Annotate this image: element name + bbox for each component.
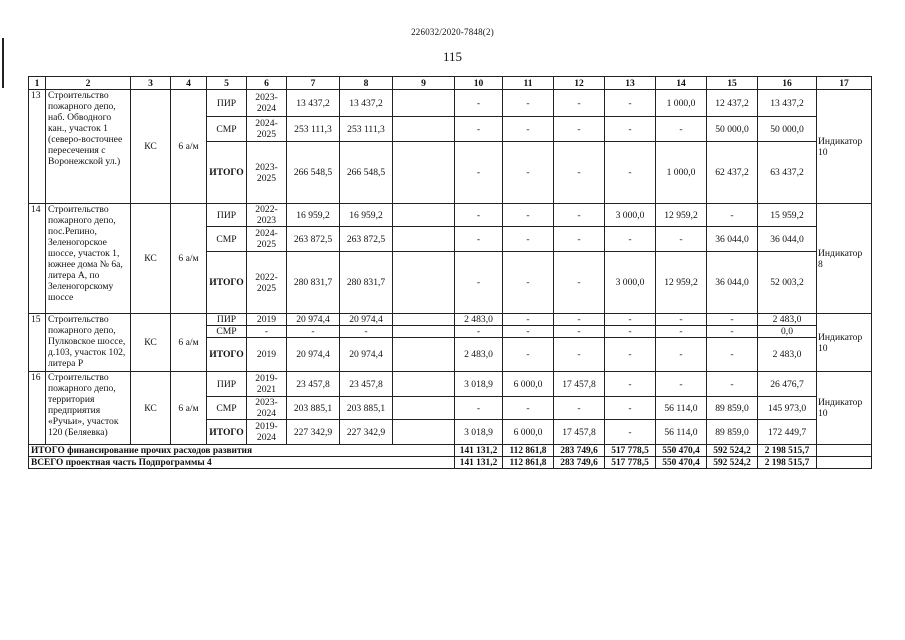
work-type-cell: ПИР: [207, 204, 247, 227]
value-cell: 3 018,9: [455, 420, 503, 445]
value-cell: 62 437,2: [707, 142, 758, 204]
column-header: 1: [29, 77, 46, 90]
value-cell: 20 974,4: [340, 338, 393, 372]
value-cell: -: [707, 204, 758, 227]
value-cell: 227 342,9: [287, 420, 340, 445]
column-header: 9: [393, 77, 455, 90]
value-cell: -: [605, 372, 656, 397]
value-cell: [393, 338, 455, 372]
value-cell: 17 457,8: [554, 420, 605, 445]
value-cell: -: [503, 252, 554, 314]
indicator-cell: Индикатор 8: [817, 204, 872, 314]
value-cell: -: [503, 227, 554, 252]
period-cell: 2022-2025: [247, 252, 287, 314]
value-cell: 36 044,0: [758, 227, 817, 252]
value-cell: 12 959,2: [656, 204, 707, 227]
value-cell: -: [503, 314, 554, 326]
period-cell: 2023-2024: [247, 397, 287, 420]
value-cell: 15 959,2: [758, 204, 817, 227]
empty-cell: [817, 445, 872, 457]
value-cell: 12 959,2: [656, 252, 707, 314]
column-header: 8: [340, 77, 393, 90]
indicator-cell: Индикатор 10: [817, 90, 872, 204]
value-cell: -: [455, 227, 503, 252]
value-cell: 13 437,2: [758, 90, 817, 117]
value-cell: -: [707, 372, 758, 397]
column-header: 16: [758, 77, 817, 90]
value-cell: [393, 117, 455, 142]
value-cell: -: [554, 252, 605, 314]
value-cell: 203 885,1: [340, 397, 393, 420]
value-cell: 3 000,0: [605, 252, 656, 314]
indicator-cell: Индикатор 10: [817, 314, 872, 372]
object-name-cell: Строительство пожарного депо, территория предприятия «Ручьи», участок 120 (Беляевка): [46, 372, 131, 445]
value-cell: 3 018,9: [455, 372, 503, 397]
value-cell: 16 959,2: [287, 204, 340, 227]
value-cell: -: [340, 326, 393, 338]
value-cell: -: [455, 117, 503, 142]
work-type-cell: ИТОГО: [207, 420, 247, 445]
value-cell: 3 000,0: [605, 204, 656, 227]
value-cell: -: [503, 326, 554, 338]
value-cell: -: [656, 372, 707, 397]
value-cell: 0,0: [758, 326, 817, 338]
object-name-cell: Строительство пожарного депо, пос.Репино, Зеленогорское шоссе, участок 1, южнее дома № 6а, литера А, по Зеленогорскому шоссе: [46, 204, 131, 314]
value-cell: 17 457,8: [554, 372, 605, 397]
period-cell: 2022-2023: [247, 204, 287, 227]
value-cell: 2 483,0: [758, 338, 817, 372]
value-cell: -: [605, 314, 656, 326]
period-cell: 2019: [247, 314, 287, 326]
value-cell: -: [656, 326, 707, 338]
object-name-cell: Строительство пожарного депо, Пулковское шоссе, д.103, участок 102, литера Р: [46, 314, 131, 372]
value-cell: 52 003,2: [758, 252, 817, 314]
value-cell: 172 449,7: [758, 420, 817, 445]
period-cell: 2019-2021: [247, 372, 287, 397]
total-value-cell: 517 778,5: [605, 445, 656, 457]
value-cell: [393, 90, 455, 117]
table-row: [29, 314, 872, 326]
value-cell: 56 114,0: [656, 420, 707, 445]
column-header: 15: [707, 77, 758, 90]
value-cell: 203 885,1: [287, 397, 340, 420]
value-cell: 23 457,8: [340, 372, 393, 397]
value-cell: -: [605, 397, 656, 420]
object-name-cell: Строительство пожарного депо, наб. Обводного кан., участок 1 (северо-восточнее пересечения с Воронежской ул.): [46, 90, 131, 204]
indicator-cell: Индикатор 10: [817, 372, 872, 445]
empty-cell: [817, 457, 872, 469]
total-row: [29, 457, 872, 469]
work-type-cell: ИТОГО: [207, 338, 247, 372]
value-cell: -: [503, 117, 554, 142]
value-cell: -: [605, 117, 656, 142]
column-header: 7: [287, 77, 340, 90]
row-number-cell: 16: [29, 372, 46, 445]
value-cell: -: [503, 397, 554, 420]
value-cell: -: [554, 90, 605, 117]
total-value-cell: 550 470,4: [656, 457, 707, 469]
value-cell: -: [554, 326, 605, 338]
value-cell: [393, 252, 455, 314]
value-cell: -: [605, 227, 656, 252]
value-cell: -: [554, 142, 605, 204]
value-cell: -: [554, 338, 605, 372]
total-value-cell: 592 524,2: [707, 457, 758, 469]
column-header: 11: [503, 77, 554, 90]
value-cell: 12 437,2: [707, 90, 758, 117]
value-cell: [393, 314, 455, 326]
value-cell: -: [656, 338, 707, 372]
period-cell: 2023-2024: [247, 90, 287, 117]
value-cell: 227 342,9: [340, 420, 393, 445]
total-value-cell: 141 131,2: [455, 457, 503, 469]
total-value-cell: 517 778,5: [605, 457, 656, 469]
value-cell: [393, 326, 455, 338]
value-cell: -: [554, 204, 605, 227]
value-cell: 26 476,7: [758, 372, 817, 397]
value-cell: -: [656, 117, 707, 142]
value-cell: 50 000,0: [758, 117, 817, 142]
row-number-cell: 13: [29, 90, 46, 204]
column-number-row: [29, 77, 872, 90]
value-cell: 266 548,5: [340, 142, 393, 204]
value-cell: 2 483,0: [758, 314, 817, 326]
value-cell: 20 974,4: [340, 314, 393, 326]
value-cell: 280 831,7: [287, 252, 340, 314]
period-cell: 2024-2025: [247, 117, 287, 142]
value-cell: [393, 142, 455, 204]
value-cell: 263 872,5: [287, 227, 340, 252]
page-number: 115: [442, 49, 463, 64]
value-cell: -: [554, 117, 605, 142]
value-cell: -: [287, 326, 340, 338]
total-value-cell: 141 131,2: [455, 445, 503, 457]
type-code-cell: КС: [131, 372, 171, 445]
work-type-cell: СМР: [207, 117, 247, 142]
work-type-cell: СМР: [207, 397, 247, 420]
column-header: 3: [131, 77, 171, 90]
row-number-cell: 15: [29, 314, 46, 372]
value-cell: 23 457,8: [287, 372, 340, 397]
value-cell: -: [554, 314, 605, 326]
value-cell: -: [656, 314, 707, 326]
work-type-cell: ПИР: [207, 314, 247, 326]
total-value-cell: 592 524,2: [707, 445, 758, 457]
value-cell: -: [707, 314, 758, 326]
capacity-cell: 6 а/м: [171, 314, 207, 372]
table-row: [29, 372, 872, 397]
value-cell: [393, 372, 455, 397]
work-type-cell: СМР: [207, 227, 247, 252]
value-cell: -: [455, 90, 503, 117]
value-cell: -: [554, 227, 605, 252]
column-header: 6: [247, 77, 287, 90]
total-value-cell: 283 749,6: [554, 457, 605, 469]
value-cell: 20 974,4: [287, 338, 340, 372]
period-cell: 2023-2025: [247, 142, 287, 204]
financing-table: [28, 76, 872, 469]
work-type-cell: ПИР: [207, 90, 247, 117]
type-code-cell: КС: [131, 90, 171, 204]
work-type-cell: ИТОГО: [207, 142, 247, 204]
value-cell: -: [605, 142, 656, 204]
type-code-cell: КС: [131, 204, 171, 314]
value-cell: [393, 204, 455, 227]
total-value-cell: 112 861,8: [503, 445, 554, 457]
value-cell: 263 872,5: [340, 227, 393, 252]
value-cell: 16 959,2: [340, 204, 393, 227]
document-id: 226032/2020-7848(2): [411, 27, 494, 37]
value-cell: [393, 397, 455, 420]
column-header: 2: [46, 77, 131, 90]
work-type-cell: ИТОГО: [207, 252, 247, 314]
value-cell: 20 974,4: [287, 314, 340, 326]
value-cell: 253 111,3: [340, 117, 393, 142]
column-header: 14: [656, 77, 707, 90]
value-cell: 2 483,0: [455, 338, 503, 372]
value-cell: 36 044,0: [707, 227, 758, 252]
total-value-cell: 283 749,6: [554, 445, 605, 457]
value-cell: 50 000,0: [707, 117, 758, 142]
value-cell: 6 000,0: [503, 372, 554, 397]
value-cell: -: [605, 90, 656, 117]
value-cell: [393, 227, 455, 252]
period-cell: 2024-2025: [247, 227, 287, 252]
period-cell: -: [247, 326, 287, 338]
work-type-cell: ПИР: [207, 372, 247, 397]
value-cell: -: [605, 420, 656, 445]
table-row: [29, 204, 872, 227]
total-value-cell: 2 198 515,7: [758, 445, 817, 457]
value-cell: 36 044,0: [707, 252, 758, 314]
total-label-cell: ИТОГО финансирование прочих расходов развития: [29, 445, 455, 457]
type-code-cell: КС: [131, 314, 171, 372]
period-cell: 2019-2024: [247, 420, 287, 445]
value-cell: 6 000,0: [503, 420, 554, 445]
value-cell: 1 000,0: [656, 142, 707, 204]
value-cell: -: [707, 338, 758, 372]
period-cell: 2019: [247, 338, 287, 372]
work-type-cell: СМР: [207, 326, 247, 338]
value-cell: 13 437,2: [287, 90, 340, 117]
value-cell: -: [503, 142, 554, 204]
value-cell: -: [503, 338, 554, 372]
value-cell: -: [503, 204, 554, 227]
capacity-cell: 6 а/м: [171, 204, 207, 314]
total-label-cell: ВСЕГО проектная часть Подпрограммы 4: [29, 457, 455, 469]
value-cell: -: [605, 326, 656, 338]
value-cell: -: [455, 397, 503, 420]
row-number-cell: 14: [29, 204, 46, 314]
value-cell: 280 831,7: [340, 252, 393, 314]
value-cell: [393, 420, 455, 445]
column-header: 4: [171, 77, 207, 90]
value-cell: -: [707, 326, 758, 338]
column-header: 10: [455, 77, 503, 90]
capacity-cell: 6 а/м: [171, 90, 207, 204]
column-header: 13: [605, 77, 656, 90]
column-header: 12: [554, 77, 605, 90]
value-cell: -: [554, 397, 605, 420]
value-cell: 2 483,0: [455, 314, 503, 326]
value-cell: 56 114,0: [656, 397, 707, 420]
value-cell: 89 859,0: [707, 397, 758, 420]
value-cell: 63 437,2: [758, 142, 817, 204]
value-cell: 253 111,3: [287, 117, 340, 142]
table-row: [29, 90, 872, 117]
capacity-cell: 6 а/м: [171, 372, 207, 445]
value-cell: -: [503, 90, 554, 117]
value-cell: -: [455, 326, 503, 338]
value-cell: -: [605, 338, 656, 372]
value-cell: -: [455, 142, 503, 204]
value-cell: -: [455, 204, 503, 227]
value-cell: -: [656, 227, 707, 252]
total-value-cell: 2 198 515,7: [758, 457, 817, 469]
value-cell: 1 000,0: [656, 90, 707, 117]
column-header: 17: [817, 77, 872, 90]
total-row: [29, 445, 872, 457]
total-value-cell: 550 470,4: [656, 445, 707, 457]
total-value-cell: 112 861,8: [503, 457, 554, 469]
value-cell: 266 548,5: [287, 142, 340, 204]
value-cell: 13 437,2: [340, 90, 393, 117]
value-cell: 89 859,0: [707, 420, 758, 445]
column-header: 5: [207, 77, 247, 90]
value-cell: 145 973,0: [758, 397, 817, 420]
value-cell: -: [455, 252, 503, 314]
